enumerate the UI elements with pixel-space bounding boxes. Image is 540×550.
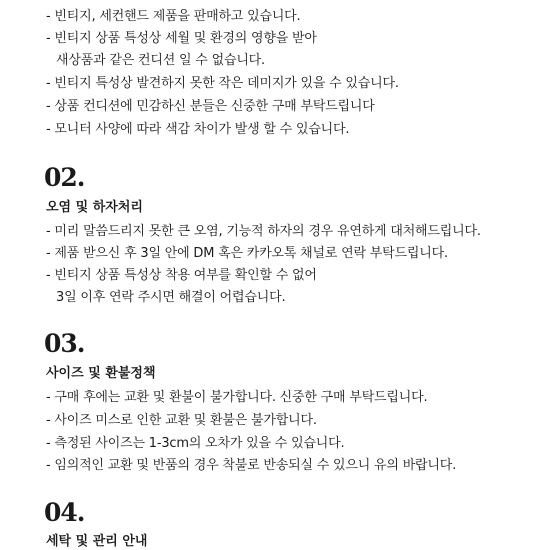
section-title: 오염 및 하자처리	[46, 200, 143, 215]
notice-line: - 상품 컨디션에 민감하신 분들은 신중한 구매 부탁드립니다	[46, 99, 375, 114]
notice-line: - 제품 받으신 후 3일 안에 DM 혹은 카카오톡 채널로 연락 부탁드립니다.	[46, 246, 448, 261]
section-number: 02.	[44, 163, 85, 192]
notice-line: 3일 이후 연락 주시면 해결이 어렵습니다.	[56, 290, 286, 305]
notice-line: - 빈티지, 세컨핸드 제품을 판매하고 있습니다.	[46, 9, 301, 24]
notice-line: - 빈티지 상품 특성상 착용 여부를 확인할 수 없어	[46, 268, 317, 283]
section-title: 세탁 및 관리 안내	[46, 534, 148, 549]
section-title: 사이즈 및 환불정책	[46, 366, 156, 381]
notice-line: - 모니터 사양에 따라 색감 차이가 발생 할 수 있습니다.	[46, 122, 350, 137]
notice-line: - 빈티지 특성상 발견하지 못한 작은 데미지가 있을 수 있습니다.	[46, 76, 399, 91]
section-number: 03.	[44, 329, 85, 358]
notice-line: - 구매 후에는 교환 및 환불이 불가합니다. 신중한 구매 부탁드립니다.	[46, 390, 428, 405]
notice-line: - 미리 말씀드리지 못한 큰 오염, 기능적 하자의 경우 유연하게 대처해드립니다.	[46, 224, 481, 239]
notice-line: - 측정된 사이즈는 1-3cm의 오차가 있을 수 있습니다.	[46, 436, 345, 451]
notice-line: 새상품과 같은 컨디션 일 수 없습니다.	[56, 53, 265, 68]
section-number: 04.	[44, 498, 85, 527]
notice-line: - 임의적인 교환 및 반품의 경우 착불로 반송되실 수 있으니 유의 바랍니다.	[46, 458, 457, 473]
notice-line: - 사이즈 미스로 인한 교환 및 환불은 불가합니다.	[46, 413, 317, 428]
notice-line: - 빈티지 상품 특성상 세월 및 환경의 영향을 받아	[46, 31, 317, 46]
